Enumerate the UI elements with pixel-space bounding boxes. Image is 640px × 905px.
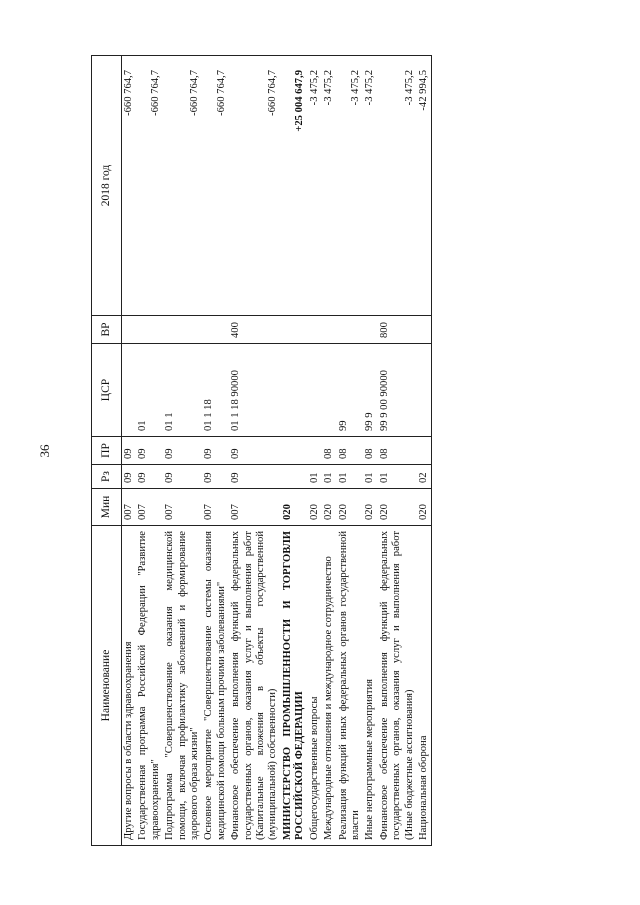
cell-rz: 01 bbox=[322, 465, 336, 489]
header-name: Наименование bbox=[92, 526, 122, 846]
cell-name: Другие вопросы в области здравоохранения bbox=[122, 526, 137, 846]
cell-amount: -660 764,7 bbox=[202, 56, 229, 316]
cell-rz: 01 bbox=[378, 465, 417, 489]
cell-pr: 08 bbox=[378, 437, 417, 465]
budget-table bbox=[91, 55, 432, 846]
cell-amount: -660 764,7 bbox=[229, 56, 281, 316]
cell-min: 007 bbox=[202, 489, 229, 526]
cell-rz bbox=[281, 465, 308, 489]
cell-name: Подпрограмма "Совершенствование оказания медицинской помощи, включая профилактику заболеваний и формирование здорового образа жизни" bbox=[163, 526, 202, 846]
cell-pr: 08 bbox=[337, 437, 364, 465]
table-row bbox=[378, 56, 417, 846]
cell-rz: 09 bbox=[122, 465, 137, 489]
cell-name: Международные отношения и международное сотрудничество bbox=[322, 526, 336, 846]
page-number: 36 bbox=[37, 444, 52, 458]
cell-vr bbox=[308, 316, 322, 344]
rotated-page-content bbox=[91, 56, 601, 846]
header-csr: ЦСР bbox=[92, 344, 122, 437]
table-row bbox=[322, 56, 336, 846]
cell-vr bbox=[417, 316, 432, 344]
cell-rz: 09 bbox=[163, 465, 202, 489]
cell-rz: 09 bbox=[202, 465, 229, 489]
cell-amount: -42 994,5 bbox=[417, 56, 432, 316]
cell-pr bbox=[417, 437, 432, 465]
cell-vr bbox=[322, 316, 336, 344]
table-row bbox=[229, 56, 281, 846]
cell-amount: -3 475,2 bbox=[322, 56, 336, 316]
cell-csr: 01 1 18 bbox=[202, 344, 229, 437]
cell-min: 007 bbox=[163, 489, 202, 526]
table-row bbox=[281, 56, 308, 846]
cell-name: Основное мероприятие "Совершенствование системы оказания медицинской помощи больным прочими заболеваниями" bbox=[202, 526, 229, 846]
cell-pr bbox=[308, 437, 322, 465]
table-row bbox=[363, 56, 377, 846]
cell-amount: -3 475,2 bbox=[363, 56, 377, 316]
cell-min: 007 bbox=[229, 489, 281, 526]
cell-csr: 99 9 00 90000 bbox=[378, 344, 417, 437]
cell-name: Государственная программа Российской Федерации "Развитие здравоохранения" bbox=[136, 526, 163, 846]
cell-name: Реализация функций иных федеральных органов государственной власти bbox=[337, 526, 364, 846]
cell-csr bbox=[322, 344, 336, 437]
cell-amount: -3 475,2 bbox=[337, 56, 364, 316]
cell-min: 007 bbox=[122, 489, 137, 526]
table-row bbox=[337, 56, 364, 846]
cell-amount: -660 764,7 bbox=[122, 56, 137, 316]
cell-min: 020 bbox=[322, 489, 336, 526]
cell-amount: -3 475,2 bbox=[308, 56, 322, 316]
cell-rz: 02 bbox=[417, 465, 432, 489]
cell-min: 020 bbox=[363, 489, 377, 526]
cell-amount: -3 475,2 bbox=[378, 56, 417, 316]
cell-name: Финансовое обеспечение выполнения функций федеральных государственных органов, оказания услуг и выполнения работ (Иные бюджетные ассигнования) bbox=[378, 526, 417, 846]
header-amount: 2018 год bbox=[92, 56, 122, 316]
cell-csr: 01 1 18 90000 bbox=[229, 344, 281, 437]
table-row bbox=[308, 56, 322, 846]
cell-name: Финансовое обеспечение выполнения функций федеральных государственных органов, оказания услуг и выполнения работ (Капитальные вложения в объекты государственной (муниципальной) собственности) bbox=[229, 526, 281, 846]
cell-csr bbox=[281, 344, 308, 437]
cell-min: 020 bbox=[308, 489, 322, 526]
cell-pr: 09 bbox=[229, 437, 281, 465]
cell-rz: 01 bbox=[337, 465, 364, 489]
cell-pr: 08 bbox=[322, 437, 336, 465]
cell-vr: 800 bbox=[378, 316, 417, 344]
cell-rz: 09 bbox=[229, 465, 281, 489]
cell-pr: 09 bbox=[202, 437, 229, 465]
cell-pr: 09 bbox=[163, 437, 202, 465]
cell-name: Национальная оборона bbox=[417, 526, 432, 846]
table-header-row bbox=[92, 56, 122, 846]
table-row bbox=[163, 56, 202, 846]
cell-csr: 99 9 bbox=[363, 344, 377, 437]
header-vr: ВР bbox=[92, 316, 122, 344]
cell-min: 020 bbox=[417, 489, 432, 526]
cell-vr bbox=[337, 316, 364, 344]
cell-vr bbox=[163, 316, 202, 344]
cell-vr bbox=[136, 316, 163, 344]
cell-rz: 01 bbox=[308, 465, 322, 489]
cell-pr bbox=[281, 437, 308, 465]
cell-name: Иные непрограммные мероприятия bbox=[363, 526, 377, 846]
header-min: Мин bbox=[92, 489, 122, 526]
cell-amount: +25 004 647,9 bbox=[281, 56, 308, 316]
cell-pr: 08 bbox=[363, 437, 377, 465]
cell-name: МИНИСТЕРСТВО ПРОМЫШЛЕННОСТИ И ТОРГОВЛИ РОССИЙСКОЙ ФЕДЕРАЦИИ bbox=[281, 526, 308, 846]
cell-vr bbox=[122, 316, 137, 344]
header-pr: ПР bbox=[92, 437, 122, 465]
cell-rz: 09 bbox=[136, 465, 163, 489]
table-row bbox=[417, 56, 432, 846]
header-rz: Рз bbox=[92, 465, 122, 489]
cell-rz: 01 bbox=[363, 465, 377, 489]
cell-csr: 01 1 bbox=[163, 344, 202, 437]
cell-csr bbox=[308, 344, 322, 437]
cell-vr bbox=[281, 316, 308, 344]
cell-vr bbox=[363, 316, 377, 344]
cell-csr bbox=[122, 344, 137, 437]
cell-vr bbox=[202, 316, 229, 344]
table-row bbox=[136, 56, 163, 846]
cell-min: 007 bbox=[136, 489, 163, 526]
cell-csr: 01 bbox=[136, 344, 163, 437]
cell-amount: -660 764,7 bbox=[136, 56, 163, 316]
cell-min: 020 bbox=[281, 489, 308, 526]
cell-name: Общегосударственные вопросы bbox=[308, 526, 322, 846]
cell-pr: 09 bbox=[136, 437, 163, 465]
cell-min: 020 bbox=[378, 489, 417, 526]
cell-pr: 09 bbox=[122, 437, 137, 465]
cell-amount: -660 764,7 bbox=[163, 56, 202, 316]
cell-csr: 99 bbox=[337, 344, 364, 437]
table-row bbox=[122, 56, 137, 846]
cell-vr: 400 bbox=[229, 316, 281, 344]
table-row bbox=[202, 56, 229, 846]
cell-csr bbox=[417, 344, 432, 437]
cell-min: 020 bbox=[337, 489, 364, 526]
